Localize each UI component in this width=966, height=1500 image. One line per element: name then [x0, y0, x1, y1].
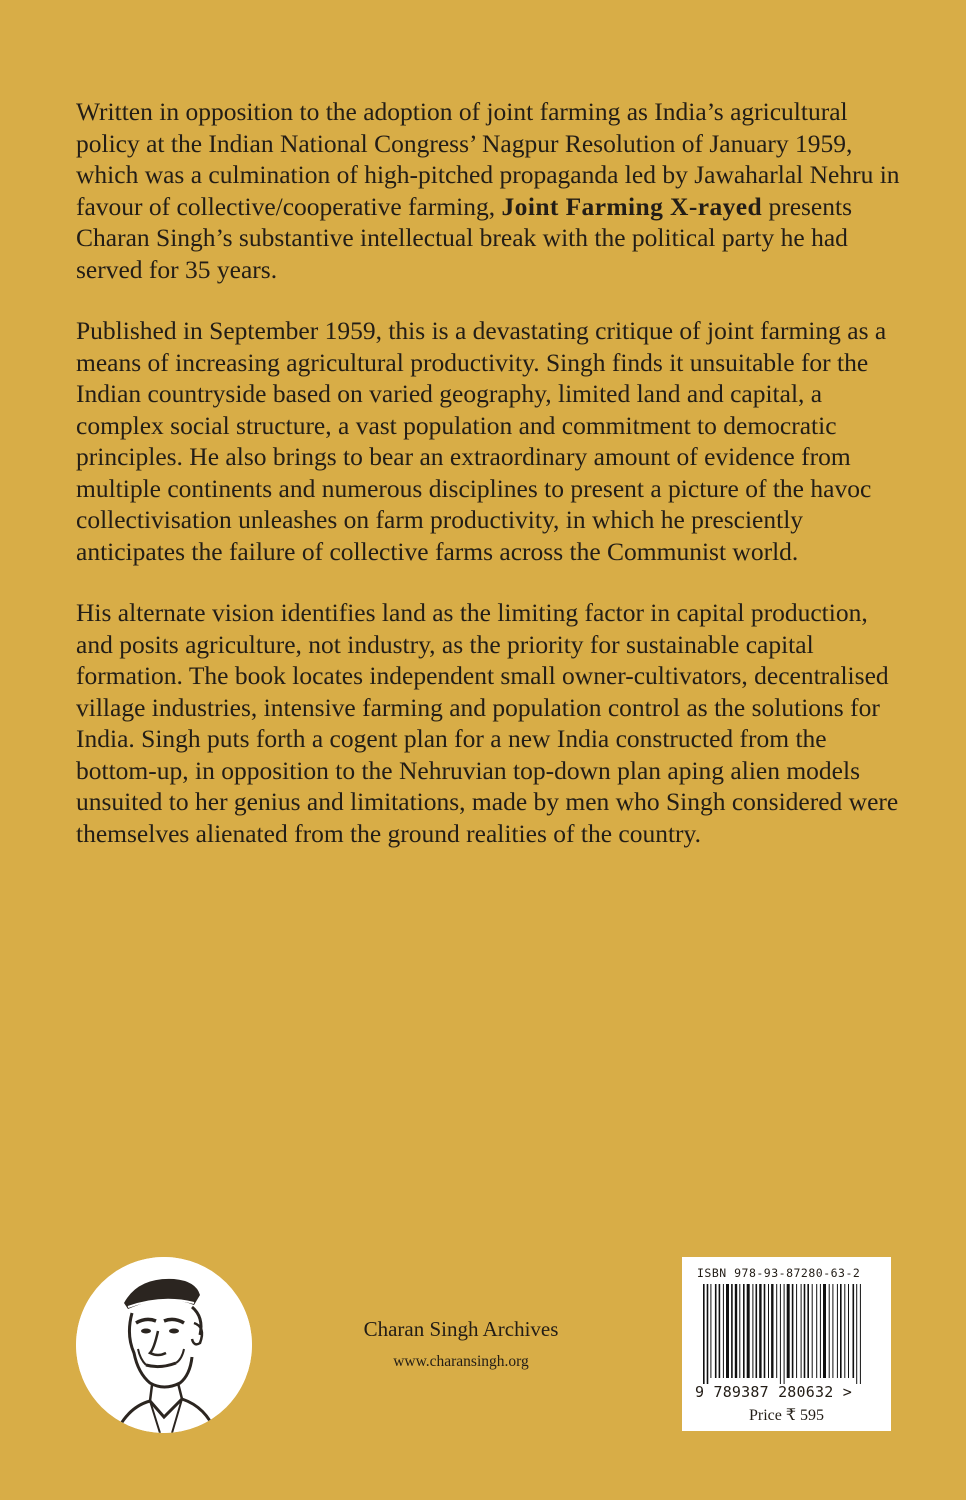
barcode-bar: [787, 1284, 790, 1378]
barcode-bar: [756, 1284, 758, 1378]
barcode-bar: [837, 1284, 838, 1378]
barcode-bar: [812, 1284, 813, 1378]
blurb-paragraph-1-intro: Written in opposition to the adoption of joint farming as India’s agricultural policy at the Indian National Congress’ Nagpur Resolution of January 1959, which was a culmination of high-pitched propaganda led by Jawaharlal Nehru in favour of collective/cooperative farming,: [76, 97, 900, 221]
barcode-digits: 9 789387 280632 >: [695, 1383, 852, 1401]
blurb-paragraph-1-end: presents Charan Singh’s substantive intellectual break with the political party he had served for 35 years.: [76, 191, 853, 284]
barcode-bar: [860, 1284, 861, 1384]
barcode-bar: [780, 1284, 781, 1384]
barcode-bar: [796, 1284, 797, 1378]
barcode-bar: [784, 1284, 785, 1384]
barcode-bar: [801, 1284, 802, 1378]
barcode-bar: [832, 1284, 833, 1378]
barcode-bar: [764, 1284, 766, 1378]
barcode-bar: [807, 1284, 809, 1378]
barcode-bar: [829, 1284, 830, 1378]
barcode-bar: [743, 1284, 745, 1378]
barcode-bar: [752, 1284, 753, 1378]
barcode-bar: [856, 1284, 857, 1384]
price-label: Price ₹ 595: [748, 1407, 825, 1424]
barcode-bar: [747, 1284, 750, 1378]
barcode-bar: [715, 1284, 717, 1378]
barcode-bar: [768, 1284, 769, 1378]
barcode-bar: [719, 1284, 721, 1378]
barcode-bar: [726, 1284, 729, 1378]
barcode-bar: [759, 1284, 761, 1378]
barcode-bar: [804, 1284, 806, 1378]
barcode-bar: [739, 1284, 740, 1378]
publisher-block: [330, 1316, 592, 1372]
publisher-name: Charan Singh Archives: [363, 1317, 559, 1341]
blurb-paragraph-2: Published in September 1959, this is a devastating critique of joint farming as a means of increasing agricultural productivity. Singh finds it unsuitable for the Indian countryside based on varied geography, limited land and capital, a complex social structure, a vast population and commitment to democratic principles. He also brings to bear an extraordinary amount of evidence from multiple continents and numerous disciplines to present a picture of the havoc collectivisation unleashes on farm productivity, in which he presciently anticipates the failure of collective farms across the Communist world.: [76, 316, 887, 566]
barcode-bar: [771, 1284, 773, 1378]
barcode-bar: [731, 1284, 733, 1378]
barcode-bar: [710, 1284, 711, 1378]
book-title-emphasis: Joint Farming X-rayed: [501, 191, 763, 221]
barcode-bar: [848, 1284, 849, 1378]
barcode-bar: [776, 1284, 777, 1378]
barcode-bar: [703, 1284, 705, 1384]
portrait-sketch-icon: [76, 1257, 252, 1433]
barcode-bar: [707, 1284, 709, 1384]
barcode-bar: [844, 1284, 845, 1378]
blurb-paragraph-3: His alternate vision identifies land as the limiting factor in capital production, and posits agriculture, not industry, as the priority for sustainable capital formation. The book locates independent small owner-cultivators, decentralised village industries, intensive farming and population control as the solutions for India. Singh puts forth a cogent plan for a new India constructed from the bottom-up, in opposition to the Nehruvian top-down plan aping alien models unsuited to her genius and limitations, made by men who Singh considered were themselves alienated from the ground realities of the country.: [76, 598, 899, 848]
isbn-label: ISBN 978-93-87280-63-2: [697, 1266, 861, 1280]
publisher-url: www.charansingh.org: [393, 1353, 529, 1370]
barcode-bar: [823, 1284, 826, 1378]
barcode-icon: [703, 1284, 873, 1384]
barcode-bar: [853, 1284, 855, 1378]
barcode-bar: [820, 1284, 821, 1378]
barcode-bar: [792, 1284, 794, 1378]
barcode-bar: [840, 1284, 842, 1378]
back-cover-blurb: [76, 96, 906, 879]
barcode-bar: [816, 1284, 817, 1378]
isbn-barcode-panel: [682, 1257, 891, 1431]
barcode-bar: [723, 1284, 724, 1378]
blurb-paragraph-1: [76, 96, 906, 285]
barcode-bar: [735, 1284, 737, 1378]
